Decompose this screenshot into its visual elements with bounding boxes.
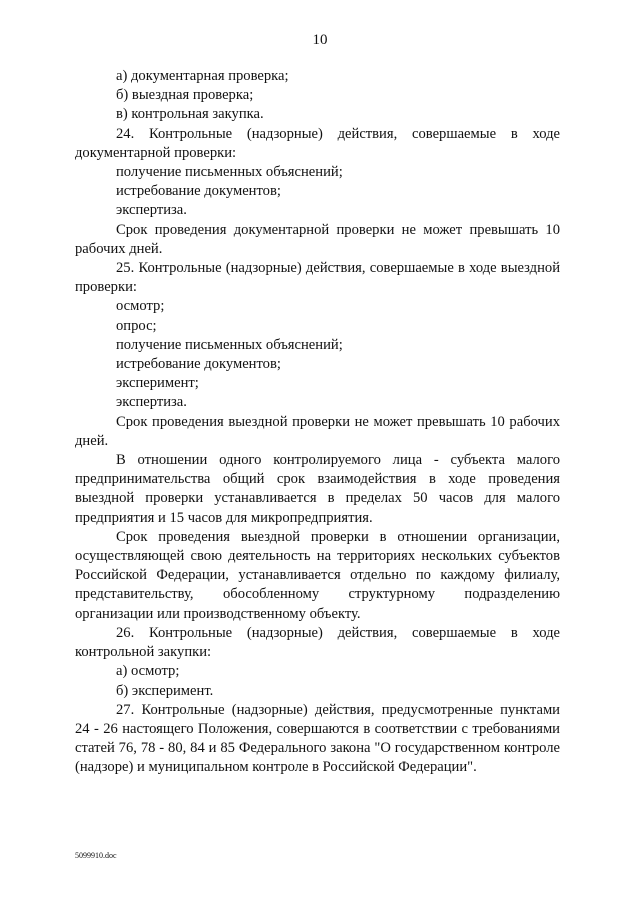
paragraph-25: 25. Контрольные (надзорные) действия, совершаемые в ходе выездной проверки: — [75, 260, 560, 296]
list-item: б) эксперимент. — [116, 682, 214, 699]
paragraph-24: 24. Контрольные (надзорные) действия, совершаемые в ходе документарной проверки: — [75, 125, 560, 161]
list-item: истребование документов; — [116, 183, 281, 200]
footer-code: 5099910.doc — [75, 851, 117, 860]
list-item: экспертиза. — [116, 394, 187, 411]
list-item: в) контрольная закупка. — [116, 106, 264, 123]
list-item: истребование документов; — [116, 356, 281, 373]
list-item: получение письменных объяснений; — [116, 336, 343, 353]
paragraph-26: 26. Контрольные (надзорные) действия, совершаемые в ходе контрольной закупки: — [75, 624, 560, 661]
paragraph: Срок проведения документарной проверки не может превышать 10 рабочих дней. — [75, 221, 560, 257]
list-item: а) осмотр; — [116, 663, 180, 680]
list-item: б) выездная проверка; — [116, 87, 254, 104]
list-item: а) документарная проверка; — [116, 68, 289, 84]
list-item: осмотр; — [116, 298, 165, 315]
document-body — [75, 67, 560, 778]
paragraph: Срок проведения выездной проверки в отношении организации, осуществляющей свою деятельность на территориях нескольких субъектов Российской Федерации, устанавливается отдельно по каждому филиалу, представительству, обособленному структурному подразделению организации или производственному объекту. — [75, 528, 560, 622]
list-item: экспертиза. — [116, 202, 187, 219]
paragraph-27: 27. Контрольные (надзорные) действия, предусмотренные пунктами 24 - 26 настоящего Положения, совершаются в соответствии с требованиями статей 76, 78 - 80, 84 и 85 Федерального закона "О государственном контроле (надзоре) и муниципальном контроле в Российской Федерации". — [75, 701, 560, 776]
page-number: 10 — [312, 32, 328, 48]
list-item: опрос; — [116, 317, 157, 334]
list-item: эксперимент; — [116, 375, 199, 392]
paragraph: Срок проведения выездной проверки не может превышать 10 рабочих дней. — [75, 413, 560, 449]
list-item: получение письменных объяснений; — [116, 164, 343, 181]
paragraph: В отношении одного контролируемого лица - субъекта малого предпринимательства общий срок взаимодействия в ходе проведения выездной проверки устанавливается в пределах 50 часов для малого предприятия и 15 часов для микропредприятия. — [75, 452, 560, 526]
